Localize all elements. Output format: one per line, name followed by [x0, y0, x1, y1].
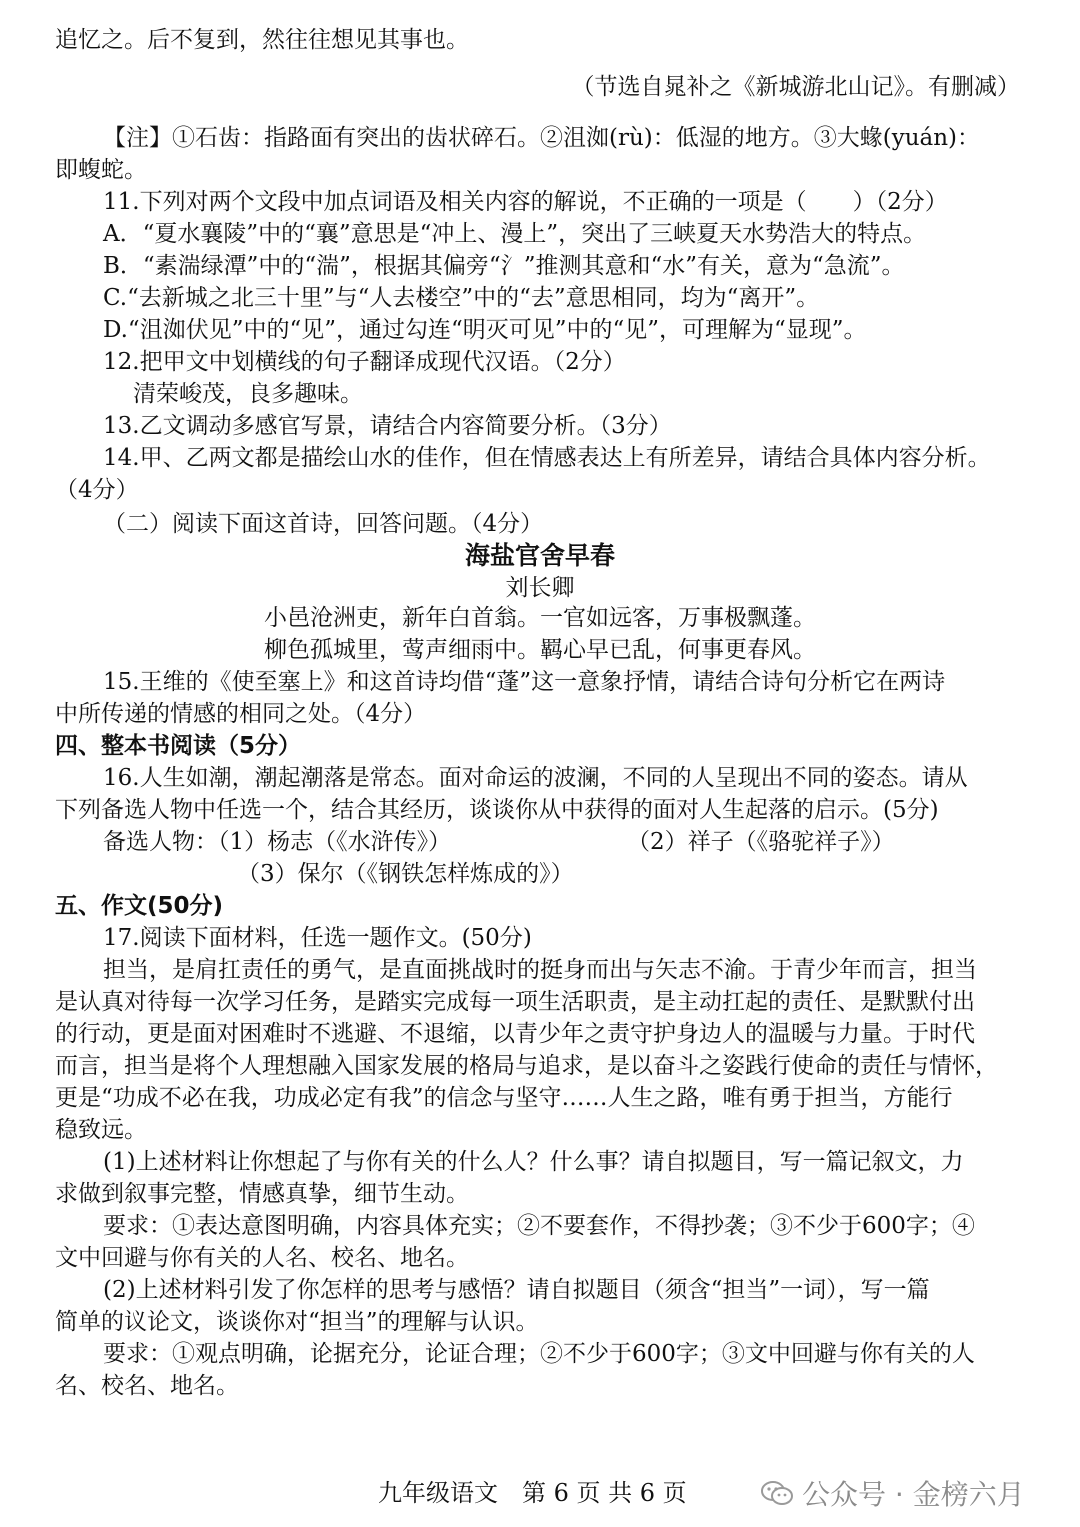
essay-option-2-cont: 简单的议论文，谈谈你对“担当”的理解与认识。 — [55, 1309, 539, 1335]
material-line: 稳致远。 — [55, 1117, 147, 1143]
option-d: D.“沮洳伏见”中的“见”，通过勾连“明灭可见”中的“见”，可理解为“显现”。 — [103, 317, 867, 343]
essay-option-1-requirements-cont: 文中回避与你有关的人名、校名、地名。 — [55, 1245, 469, 1271]
essay-option-2-requirements: 要求：①观点明确，论据充分，论证合理；②不少于600字；③文中回避与你有关的人 — [103, 1341, 975, 1367]
question-14: 14.甲、乙两文都是描绘山水的佳作，但在情感表达上有所差异，请结合具体内容分析。 — [103, 445, 991, 471]
text-line: 追忆之。后不复到，然往往想见其事也。 — [55, 27, 469, 53]
option-c: C.“去新城之北三十里”与“人去楼空”中的“去”意思相同，均为“离开”。 — [103, 285, 820, 311]
essay-option-1-cont: 求做到叙事完整，情感真挚，细节生动。 — [55, 1181, 469, 1207]
essay-option-1: (1)上述材料让你想起了与你有关的什么人？什么事？请自拟题目，写一篇记叙文，力 — [103, 1149, 964, 1175]
essay-option-2: (2)上述材料引发了你怎样的思考与感悟？请自拟题目（须含“担当”一词），写一篇 — [103, 1277, 930, 1303]
question-16: 16.人生如潮，潮起潮落是常态。面对命运的波澜，不同的人呈现出不同的姿态。请从 — [103, 765, 968, 791]
question-12: 12.把甲文中划横线的句子翻译成现代汉语。（2分） — [103, 349, 626, 375]
poem-author: 刘长卿 — [505, 575, 575, 601]
option-b: B．“素湍绿潭”中的“湍”，根据其偏旁“氵”推测其意和“水”有关，意为“急流”。 — [103, 253, 905, 279]
question-12-sentence: 清荣峻茂，良多趣味。 — [133, 381, 363, 407]
material-line: 更是“功成不必在我，功成必定有我”的信念与坚守……人生之路，唯有勇于担当，方能行 — [55, 1085, 953, 1111]
poem-line-2: 柳色孤城里，莺声细雨中。羁心早已乱，何事更春风。 — [264, 637, 816, 663]
candidate-3: （3）保尔（《钢铁怎样炼成的》） — [237, 861, 574, 887]
essay-option-1-requirements: 要求：①表达意图明确，内容具体充实；②不要套作，不得抄袭；③不少于600字；④ — [103, 1213, 975, 1239]
essay-option-2-requirements-cont: 名、校名、地名。 — [55, 1373, 239, 1399]
candidate-row-1 — [0, 826, 1080, 858]
page-footer — [0, 1475, 1080, 1511]
candidate-2: （2）祥子（《骆驼祥子》） — [627, 829, 895, 855]
poem-title: 海盐官舍早春 — [464, 541, 615, 570]
annotation-note-cont: 即蝮蛇。 — [55, 157, 147, 183]
section-4-heading: 四、整本书阅读（5分） — [55, 733, 302, 759]
page-number: 九年级语文 第 6 页 共 6 页 — [378, 1479, 687, 1507]
material-line: 的行动，更是面对困难时不逃避、不退缩，以青少年之责守护身边人的温暖与力量。于时代 — [55, 1021, 975, 1047]
section-5-heading: 五、作文(50分) — [55, 893, 224, 919]
option-a: A．“夏水襄陵”中的“襄”意思是“冲上、漫上”，突出了三峡夏天水势浩大的特点。 — [103, 221, 927, 247]
wechat-icon — [760, 1479, 794, 1507]
watermark-text: 公众号 · 金榜六月 — [802, 1478, 1025, 1511]
question-11: 11.下列对两个文段中加点词语及相关内容的解说，不正确的一项是（ ）（2分） — [103, 189, 948, 215]
material-line: 担当，是肩扛责任的勇气，是直面挑战时的挺身而出与矢志不渝。于青少年而言，担当 — [103, 957, 977, 983]
source-citation: （节选自晁补之《新城游北山记》。有删减） — [571, 74, 1020, 100]
question-14-cont: （4分） — [55, 477, 139, 503]
question-16-cont: 下列备选人物中任选一个，结合其经历，谈谈你从中获得的面对人生起落的启示。(5分) — [55, 797, 939, 823]
candidate-1: 备选人物：（1）杨志（《水浒传》） — [103, 829, 452, 855]
question-15: 15.王维的《使至塞上》和这首诗均借“蓬”这一意象抒情，请结合诗句分析它在两诗 — [103, 669, 946, 695]
watermark — [760, 1475, 1025, 1511]
annotation-note: 【注】①石齿：指路面有突出的齿状碎石。②沮洳(rù)：低湿的地方。③大蝝(yuán)： — [103, 125, 981, 151]
material-line: 是认真对待每一次学习任务，是踏实完成每一项生活职责，是主动扛起的责任、是默默付出 — [55, 989, 975, 1015]
section-poem-heading: （二）阅读下面这首诗，回答问题。（4分） — [103, 511, 544, 537]
question-17: 17.阅读下面材料，任选一题作文。(50分) — [103, 925, 532, 951]
question-15-cont: 中所传递的情感的相同之处。（4分） — [55, 701, 427, 727]
material-line: 而言，担当是将个人理想融入国家发展的格局与追求，是以奋斗之姿践行使命的责任与情怀， — [55, 1053, 998, 1079]
question-13: 13.乙文调动多感官写景，请结合内容简要分析。（3分） — [103, 413, 672, 439]
poem-line-1: 小邑沧洲吏，新年白首翁。一官如远客，万事极飘蓬。 — [264, 605, 816, 631]
